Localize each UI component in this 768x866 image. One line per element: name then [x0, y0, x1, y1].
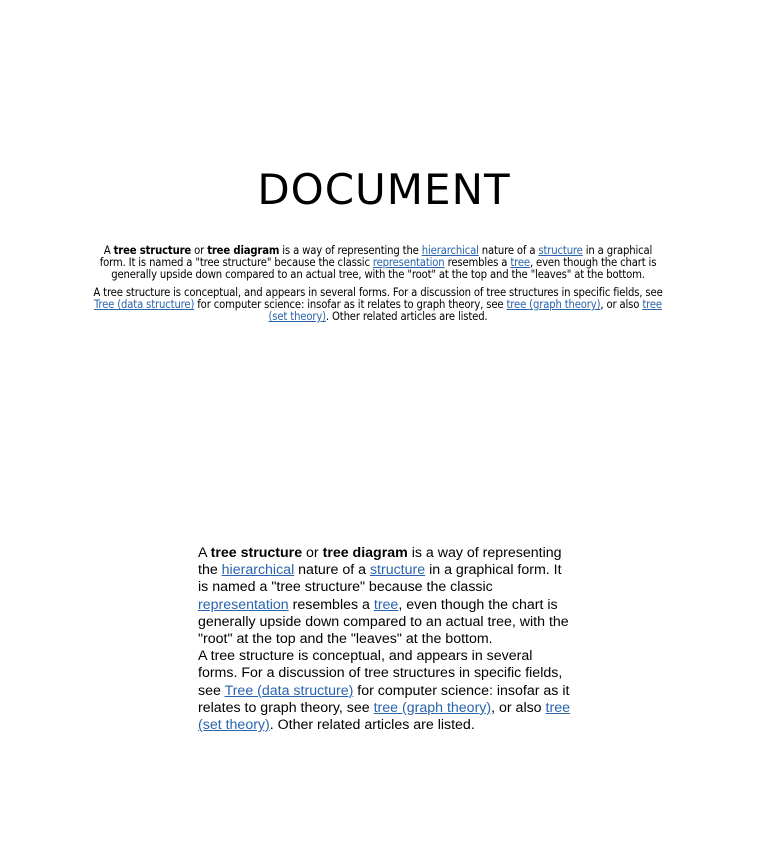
- link-tree-data-structure[interactable]: Tree (data structure): [94, 298, 195, 312]
- link-tree-graph-theory[interactable]: tree (graph theory): [506, 298, 601, 312]
- link-representation[interactable]: representation: [372, 255, 445, 269]
- bold-term: tree structure: [113, 244, 192, 257]
- link-tree-set-theory[interactable]: tree (set theory): [268, 298, 662, 323]
- link-hierarchical[interactable]: hierarchical: [421, 244, 479, 257]
- link-tree-graph-theory[interactable]: tree (graph theory): [373, 699, 492, 716]
- body-paragraph-2: A tree structure is conceptual, and appears in several forms. For a discussion of tree structures in specific fields, see Tree (data structure) for computer science: insofar as it relates to graph theory, see tree (graph theory), or also tree (set theory). Other related articles are listed.: [198, 648, 570, 734]
- link-tree[interactable]: tree: [510, 255, 530, 269]
- link-structure[interactable]: structure: [369, 562, 426, 579]
- link-tree-data-structure[interactable]: Tree (data structure): [224, 682, 354, 699]
- document-title: DOCUMENT: [257, 165, 511, 214]
- link-hierarchical[interactable]: hierarchical: [221, 562, 295, 579]
- summary-paragraph-1: A tree structure or tree diagram is a way of representing the hierarchical nature of a structure in a graphical form. It is named a "tree structure" because the classic representation resembles a tree, even though the chart is generally upside down compared to an actual tree, with the "root" at the top and the "leaves" at the bottom.: [99, 244, 657, 281]
- body-paragraph-1: A tree structure or tree diagram is a way of representing the hierarchical nature of a structure in a graphical form. It is named a "tree structure" because the classic representation resembles a tree, even though the chart is generally upside down compared to an actual tree, with the "root" at the top and the "leaves" at the bottom.: [198, 545, 569, 648]
- bold-term: tree diagram: [322, 545, 408, 561]
- link-tree[interactable]: tree: [373, 596, 399, 613]
- summary-paragraph-2: A tree structure is conceptual, and appears in several forms. For a discussion of tree structures in specific fields, see Tree (data structure) for computer science: insofar as it relates to graph theory, see tree (graph theory), or also tree (set theory). Other related articles are listed.: [93, 286, 663, 323]
- centered-summary-block: [92, 245, 664, 330]
- link-tree-set-theory[interactable]: tree (set theory): [198, 699, 570, 734]
- bold-term: tree diagram: [207, 244, 280, 257]
- body-text-block: [198, 545, 574, 734]
- link-representation[interactable]: representation: [198, 596, 289, 613]
- link-structure[interactable]: structure: [538, 244, 583, 257]
- bold-term: tree structure: [210, 545, 303, 561]
